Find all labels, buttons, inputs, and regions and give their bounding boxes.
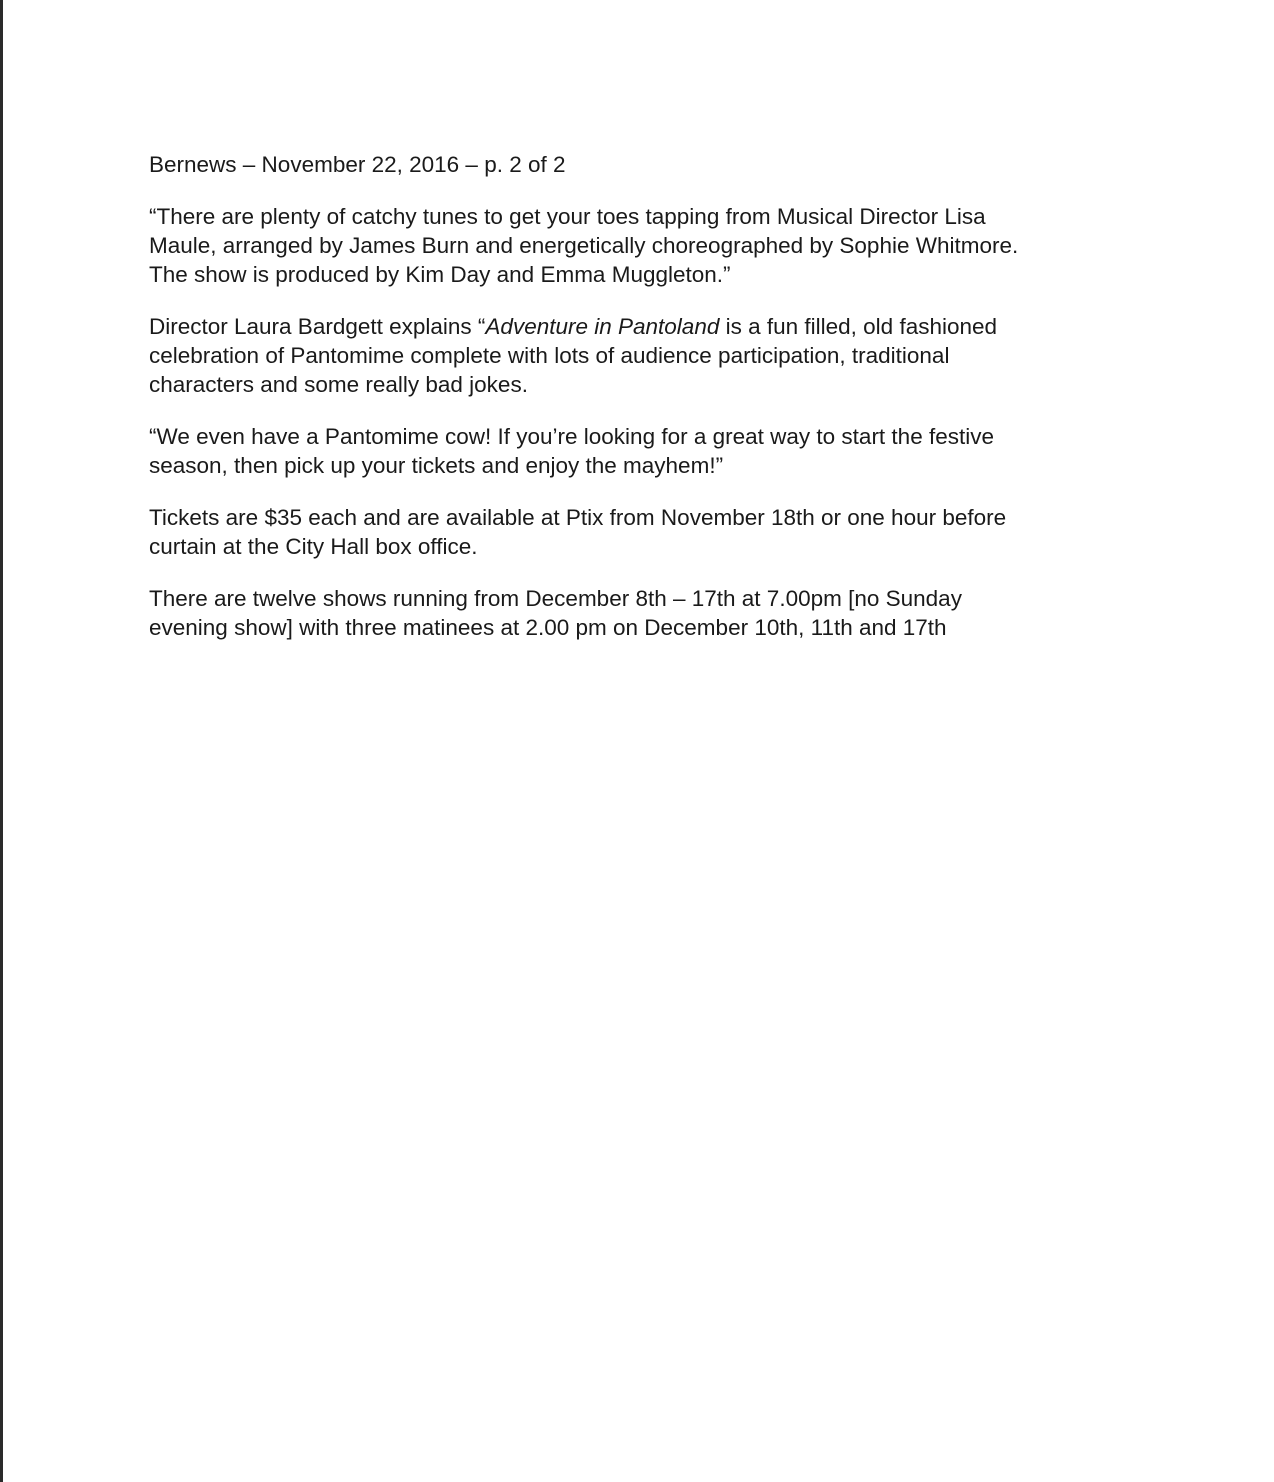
text-segment: Director Laura Bardgett explains “ xyxy=(149,314,486,339)
text-line: “We even have a Pantomime cow! If you’re looking for a great way to start the festive xyxy=(149,424,994,449)
paragraph-music-credits xyxy=(149,202,1149,289)
text-line: Maule, arranged by James Burn and energetically choreographed by Sophie Whitmore. xyxy=(149,233,1019,258)
paragraph-director-quote xyxy=(149,312,1149,399)
text-line: evening show] with three matinees at 2.00 pm on December 10th, 11th and 17th xyxy=(149,615,947,640)
text-line xyxy=(149,312,1149,341)
text-line: season, then pick up your tickets and enjoy the mayhem!” xyxy=(149,453,724,478)
page-header xyxy=(149,150,1149,179)
paragraph-pantomime-cow xyxy=(149,422,1149,480)
text-segment: is a fun filled, old fashioned xyxy=(719,314,998,339)
header-text: Bernews – November 22, 2016 – p. 2 of 2 xyxy=(149,152,566,177)
text-line: Tickets are $35 each and are available at Ptix from November 18th or one hour before xyxy=(149,505,1007,530)
show-title: Adventure in Pantoland xyxy=(485,314,720,339)
scan-edge-line xyxy=(0,0,3,1482)
text-line: characters and some really bad jokes. xyxy=(149,372,528,397)
text-line: “There are plenty of catchy tunes to get your toes tapping from Musical Director Lisa xyxy=(149,204,986,229)
text-line: curtain at the City Hall box office. xyxy=(149,534,478,559)
paragraph-tickets xyxy=(149,503,1149,561)
text-line: celebration of Pantomime complete with lots of audience participation, traditional xyxy=(149,343,950,368)
document-body xyxy=(149,150,1149,665)
paragraph-showtimes xyxy=(149,584,1149,642)
text-line: There are twelve shows running from December 8th – 17th at 7.00pm [no Sunday xyxy=(149,586,962,611)
text-line: The show is produced by Kim Day and Emma Muggleton.” xyxy=(149,262,731,287)
